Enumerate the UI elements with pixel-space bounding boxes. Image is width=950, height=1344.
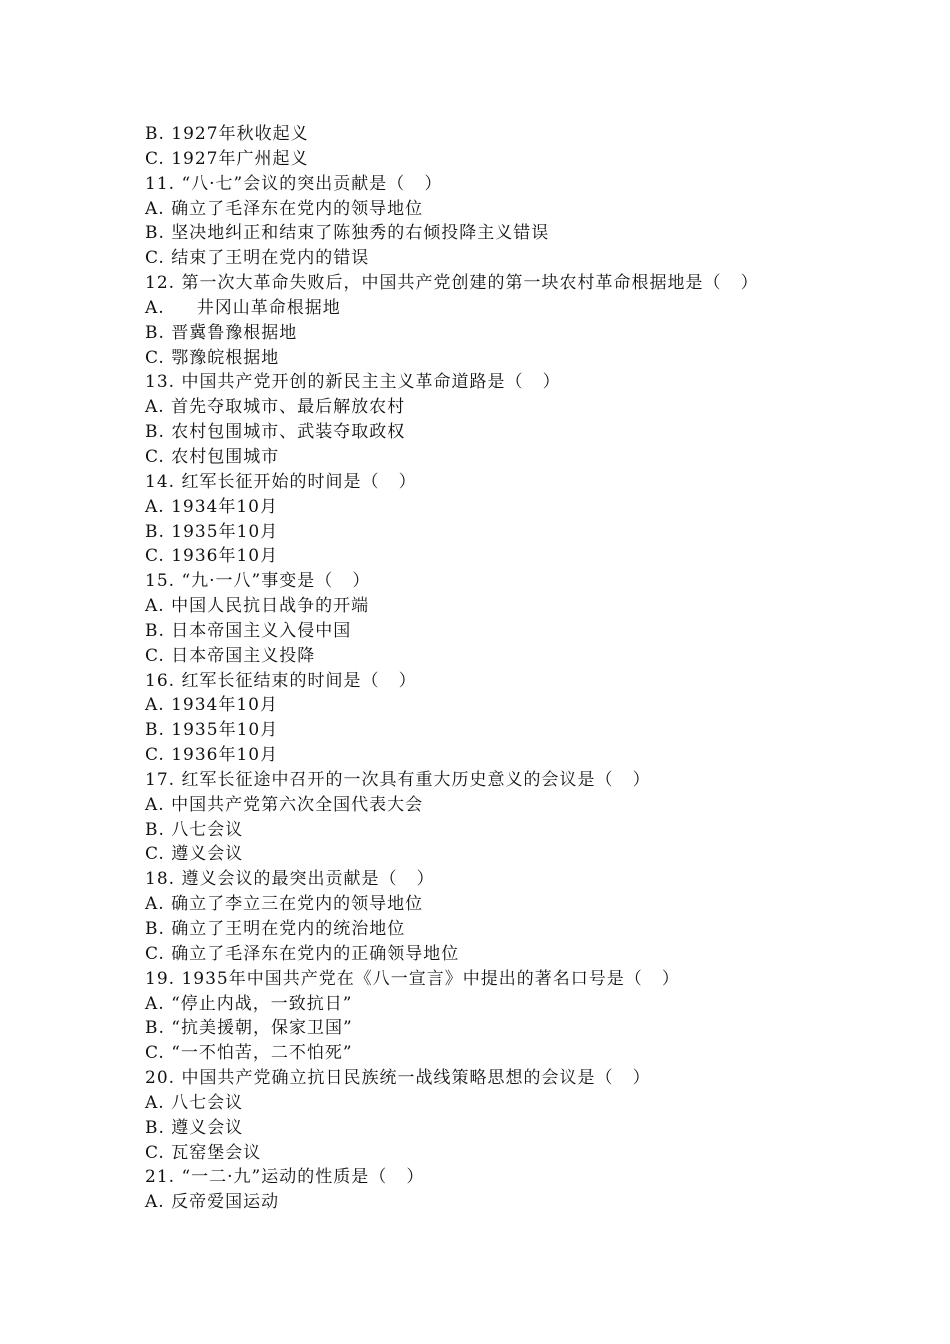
question-line: 21. “一二·九”运动的性质是（ ） [145, 1167, 425, 1188]
question-line: 19. 1935年中国共产党在《八一宣言》中提出的著名口号是（ ） [145, 968, 680, 989]
option-line: C. 农村包围城市 [145, 446, 280, 467]
option-line: C. 日本帝国主义投降 [145, 645, 316, 666]
question-line: 17. 红军长征途中召开的一次具有重大历史意义的会议是（ ） [145, 769, 651, 790]
question-line: 14. 红军长征开始的时间是（ ） [145, 471, 417, 492]
option-line: A. 1934年10月 [145, 695, 278, 716]
option-line: C. 瓦窑堡会议 [145, 1142, 262, 1163]
option-line: B. 八七会议 [145, 819, 244, 840]
option-line: A. 中国人民抗日战争的开端 [145, 596, 370, 617]
option-line: C. 结束了王明在党内的错误 [145, 248, 370, 269]
question-line: 12. 第一次大革命失败后，中国共产党创建的第一块农村革命根据地是（ ） [145, 273, 759, 294]
question-line: 15. “九·一八”事变是（ ） [145, 571, 371, 592]
option-line: A. 首先夺取城市、最后解放农村 [145, 397, 406, 418]
option-line: C. 鄂豫皖根据地 [145, 347, 280, 368]
option-line: B. “抗美援朝，保家卫国” [145, 1018, 353, 1039]
option-line: A. 反帝爱国运动 [145, 1192, 280, 1213]
document-page [145, 122, 845, 1215]
option-line: C. 遵义会议 [145, 844, 244, 865]
question-line: 20. 中国共产党确立抗日民族统一战线策略思想的会议是（ ） [145, 1068, 651, 1089]
option-line: B. 日本帝国主义入侵中国 [145, 620, 352, 641]
option-line: B. 晋冀鲁豫根据地 [145, 322, 298, 343]
option-line: A. 1934年10月 [145, 496, 278, 517]
option-line: A. 中国共产党第六次全国代表大会 [145, 794, 424, 815]
option-line: A. “停止内战，一致抗日” [145, 993, 353, 1014]
question-line: 18. 遵义会议的最突出贡献是（ ） [145, 869, 435, 890]
option-line: A. 八七会议 [145, 1092, 244, 1113]
option-line: B. 农村包围城市、武装夺取政权 [145, 422, 406, 443]
option-line: B. 确立了王明在党内的统治地位 [145, 919, 406, 939]
option-line: B. 1935年10月 [145, 521, 279, 542]
option-line: B. 遵义会议 [145, 1117, 244, 1138]
option-line: A. 确立了李立三在党内的领导地位 [145, 894, 424, 915]
option-line: A. 井冈山革命根据地 [145, 297, 341, 318]
option-line: B. 坚决地纠正和结束了陈独秀的右倾投降主义错误 [145, 223, 550, 244]
option-line: C. “一不怕苦，二不怕死” [145, 1043, 353, 1064]
question-line: 16. 红军长征结束的时间是（ ） [145, 670, 417, 691]
option-line: C. 1936年10月 [145, 745, 279, 766]
question-line: 13. 中国共产党开创的新民主主义革命道路是（ ） [145, 372, 561, 393]
option-line: B. 1935年10月 [145, 720, 279, 741]
option-line: A. 确立了毛泽东在党内的领导地位 [145, 198, 424, 219]
text-line: C. 1927年广州起义 [145, 148, 309, 169]
option-line: C. 确立了毛泽东在党内的正确领导地位 [145, 943, 460, 964]
text-line: B. 1927年秋收起义 [145, 124, 309, 144]
option-line: C. 1936年10月 [145, 546, 279, 567]
question-line: 11. “八·七”会议的突出贡献是（ ） [145, 173, 443, 194]
